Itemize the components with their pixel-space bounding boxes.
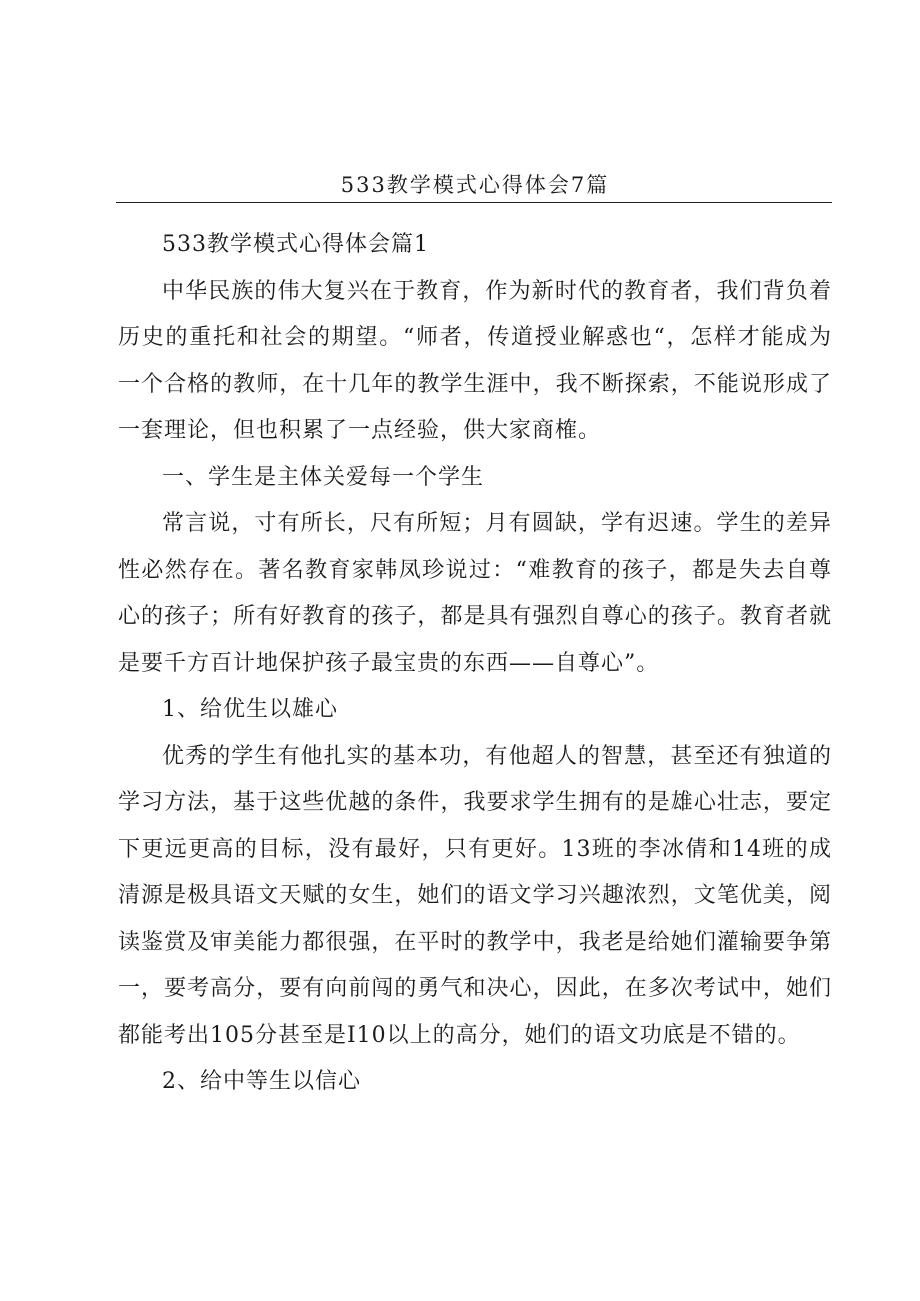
document-title: 533教学模式心得体会7篇 [340, 173, 610, 197]
paragraph: 中华民族的伟大复兴在于教育，作为新时代的教育者，我们背负着历史的重托和社会的期望。“师者，传道授业解惑也“，怎样才能成为一个合格的教师，在十几年的教学生涯中，我不断探索，不能说形成了一套理论，但也积累了一点经验，供大家商榷。 [118, 278, 832, 443]
paragraph: 常言说，寸有所长，尺有所短；月有圆缺，学有迟速。学生的差异性必然存在。著名教育家韩凤珍说过：“难教育的孩子，都是失去自尊心的孩子；所有好教育的孩子，都是具有强烈自尊心的孩子。教育者就是要千方百计地保护孩子最宝贵的东西——自尊心”。 [118, 511, 832, 676]
subsection-heading: 1、给优生以雄心 [162, 697, 338, 722]
subsection-heading: 2、给中等生以信心 [162, 1069, 361, 1094]
title-underline [116, 202, 832, 203]
section-heading: 一、学生是主体关爱每一个学生 [162, 464, 485, 490]
document-body [118, 222, 832, 1106]
section-heading: 533教学模式心得体会篇1 [162, 232, 429, 257]
paragraph: 优秀的学生有他扎实的基本功，有他超人的智慧，甚至还有独道的学习方法，基于这些优越的条件，我要求学生拥有的是雄心壮志，要定下更远更高的目标，没有最好，只有更好。13班的李冰倩和14班的成清源是极具语文天赋的女生，她们的语文学习兴趣浓烈，文笔优美，阅读鉴赏及审美能力都很强，在平时的教学中，我老是给她们灌输要争第一，要考高分，要有向前闯的勇气和决心，因此，在多次考试中，她们都能考出105分甚至是I10以上的高分，她们的语文功底是不错的。 [118, 743, 832, 1048]
